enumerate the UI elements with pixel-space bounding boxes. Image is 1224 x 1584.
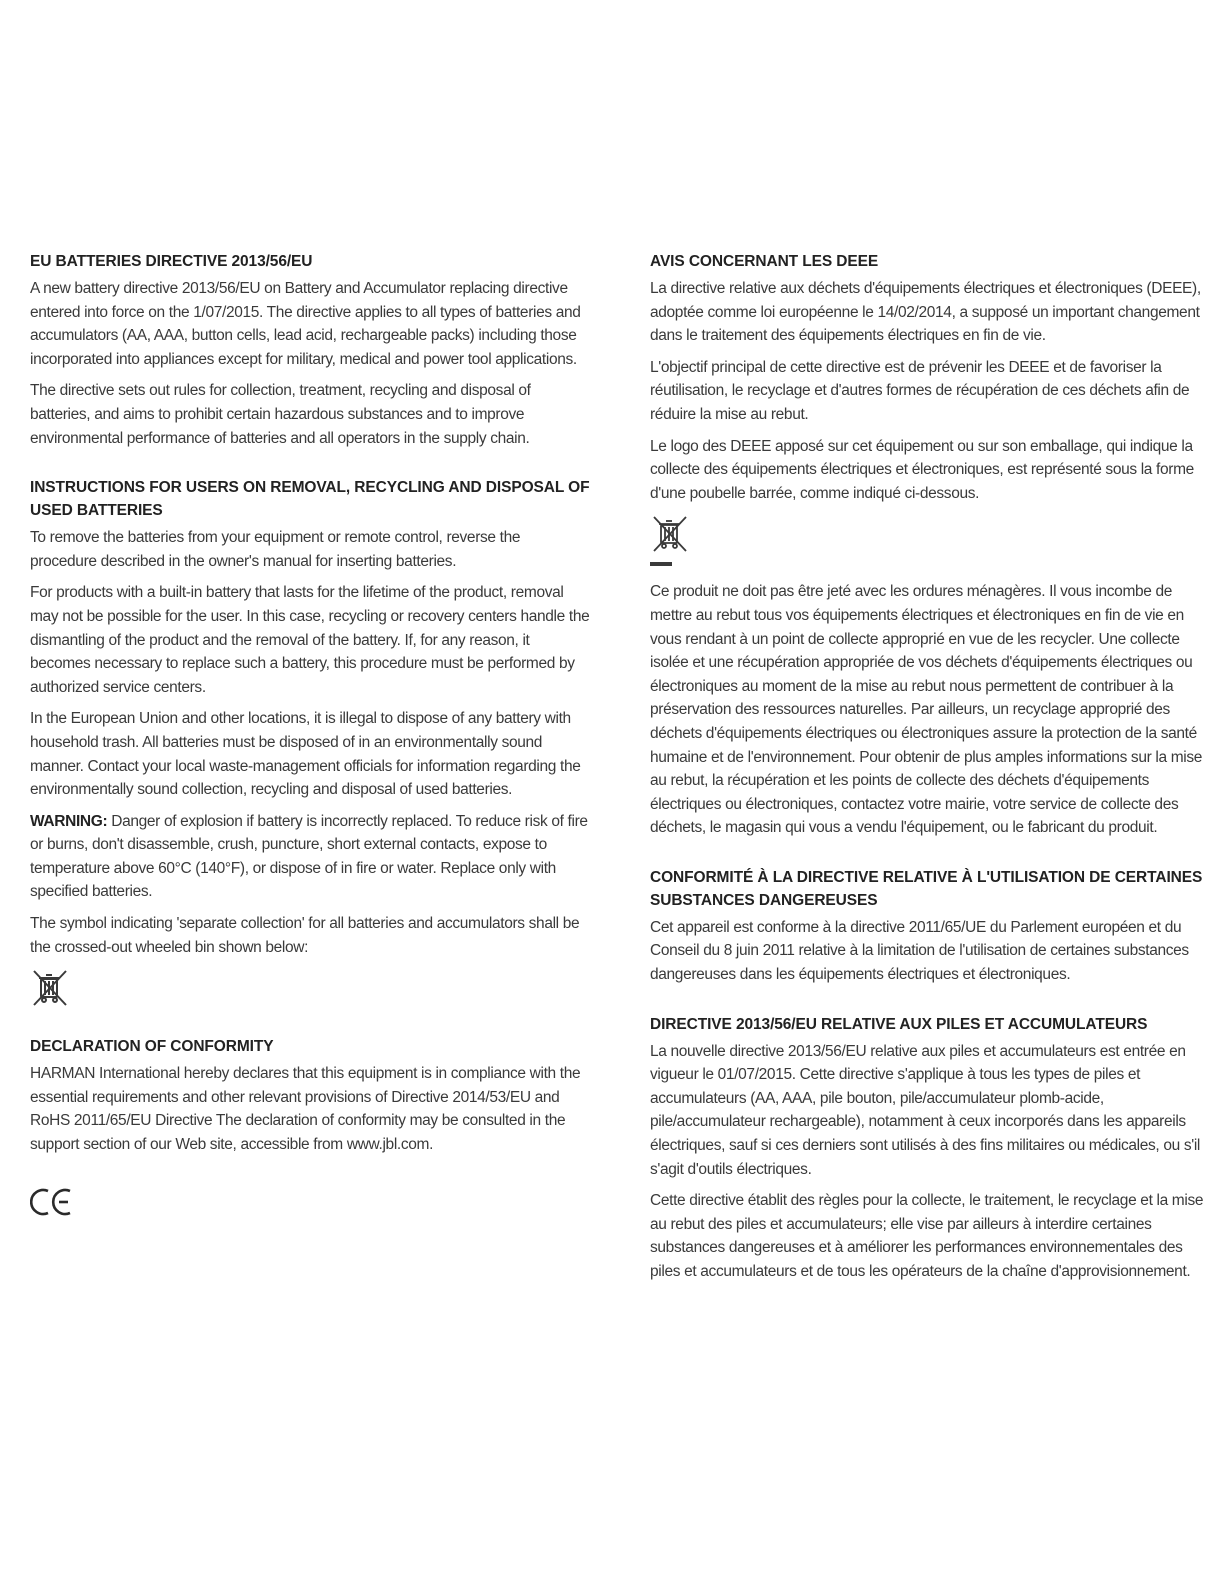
instructions-paragraph-1: To remove the batteries from your equipment or remote control, reverse the procedure described in the owner's manual for inserting batteries.: [30, 529, 521, 570]
instructions-paragraph-2: For products with a built-in battery that lasts for the lifetime of the product, removal may not be possible for the user. In this case, recycling or recovery centers handle the dismantling of the product and the removal of the battery. If, for any reason, it becomes necessary to replace such a battery, this procedure must be performed by authorized service centers.: [30, 584, 590, 696]
eu-batteries-section: [30, 250, 590, 450]
instructions-paragraph-5: The symbol indicating 'separate collection' for all batteries and accumulators shall be the crossed-out wheeled bin shown below:: [30, 915, 580, 956]
crossed-out-bin-icon: [30, 967, 70, 1007]
eu-batteries-paragraph-2: The directive sets out rules for collection, treatment, recycling and disposal of batteries, and aims to prohibit certain hazardous substances and to improve environmental performance of batteries and all operators in the supply chain.: [30, 382, 531, 447]
deee-paragraph-3: Le logo des DEEE apposé sur cet équipement ou sur son emballage, qui indique la collecte des équipements électriques et électroniques, est représenté sous la forme d'une poubelle barrée, comme indiqué ci-dessous.: [650, 437, 1194, 502]
piles-paragraph-2: Cette directive établit des règles pour la collecte, le traitement, le recyclage et la mise au rebut des piles et accumulateurs; elle vise par ailleurs à interdire certaines substances dangereuses et à améliorer les performances environnementales des piles et accumulateurs et de tous les opérateurs de la chaîne d'approvisionnement.: [650, 1192, 1204, 1280]
instructions-heading: INSTRUCTIONS FOR USERS ON REMOVAL, RECYCLING AND DISPOSAL OF USED BATTERIES: [30, 479, 590, 520]
left-column: [30, 250, 590, 1217]
conformite-paragraph: Cet appareil est conforme à la directive 2011/65/UE du Parlement européen et du Conseil du 8 juin 2011 relative à la limitation de l'utilisation de certaines substances dangereuses dans les équipements électriques et électroniques.: [650, 918, 1189, 984]
instructions-paragraph-3: In the European Union and other locations, it is illegal to dispose of any battery with household trash. All batteries must be disposed of in an environmentally sound manner. Contact your local waste-management officials for information regarding the environmentally sound collection, recycling and disposal of used batteries.: [30, 710, 581, 799]
deee-paragraph-4: Ce produit ne doit pas être jeté avec les ordures ménagères. Il vous incombe de mettre au rebut tous vos équipements électriques et électroniques en fin de vie en vous rendant à un point de collecte approprié en vue de les recycler. Une collecte isolée et une récupération appropriée de vos déchets d'équipements électriques ou électroniques au moment de la mise au rebut nous permettent de contribuer à la préservation des ressources naturelles. Par ailleurs, un recyclage approprié des déchets d'équipements électriques ou électroniques assure la protection de la santé humaine et de l'environnement. Pour obtenir de plus amples informations sur la mise au rebut, la récupération et les points de collecte des déchets d'équipements électriques ou électroniques, contactez votre mairie, votre service de collecte des déchets, le magasin qui vous a vendu l'équipement, ou le fabricant du produit.: [650, 583, 1203, 837]
weee-bar: [650, 562, 672, 566]
warning-text: Danger of explosion if battery is incorrectly replaced. To reduce risk of fire or burns, don't disassemble, crush, puncture, short external contacts, expose to temperature above 60°C (140°F), or dispose of in fire or water. Replace only with specified batteries.: [30, 812, 588, 901]
deee-section: [650, 250, 1208, 840]
right-column: [650, 250, 1208, 1292]
declaration-section: [30, 1035, 590, 1156]
declaration-heading: DECLARATION OF CONFORMITY: [30, 1038, 274, 1056]
conformite-section: [650, 866, 1208, 987]
piles-heading: DIRECTIVE 2013/56/EU RELATIVE AUX PILES ET ACCUMULATEURS: [650, 1015, 1148, 1033]
deee-paragraph-2: L'objectif principal de cette directive est de prévenir les DEEE et de favoriser la réutilisation, le recyclage et d'autres formes de récupération de ces déchets afin de réduire la mise au rebut.: [650, 358, 1190, 423]
eu-batteries-paragraph-1: A new battery directive 2013/56/EU on Battery and Accumulator replacing directive entered into force on the 1/07/2015. The directive applies to all types of batteries and accumulators (AA, AAA, button cells, lead acid, rechargeable packs) including those incorporated into appliances except for military, medical and power tool applications.: [30, 280, 581, 368]
warning-paragraph: [30, 810, 590, 904]
warning-label: WARNING:: [30, 812, 108, 830]
deee-heading: AVIS CONCERNANT LES DEEE: [650, 253, 879, 270]
crossed-out-bin-icon: [650, 513, 690, 555]
deee-paragraph-1: La directive relative aux déchets d'équipements électriques et électroniques (DEEE), adoptée comme loi européenne le 14/02/2014, a supposé un important changement dans le traitement des équipements électriques en fin de vie.: [650, 280, 1201, 345]
conformite-heading: CONFORMITÉ À LA DIRECTIVE RELATIVE À L'UTILISATION DE CERTAINES SUBSTANCES DANGEREUSES: [650, 868, 1203, 909]
piles-paragraph-1: La nouvelle directive 2013/56/EU relative aux piles et accumulateurs est entrée en vigueur le 01/07/2015. Cette directive s'applique à tous les types de piles et accumulateurs (AA, AAA, pile bouton, pile/accumulateur plomb-acide, pile/accumulateur rechargeable), notamment à ceux incorporés dans les appareils électriques, sauf si ces derniers sont utilisés à des fins militaires ou médicales, ou s'il s'agit d'outils électriques.: [650, 1042, 1201, 1178]
weee-symbol: [650, 513, 1208, 566]
declaration-paragraph: HARMAN International hereby declares that this equipment is in compliance with the essential requirements and other relevant provisions of Directive 2014/53/EU and RoHS 2011/65/EU Directive The declaration of conformity may be consulted in the support section of our Web site, accessible from www.jbl.com.: [30, 1065, 581, 1154]
eu-batteries-heading: EU BATTERIES DIRECTIVE 2013/56/EU: [30, 253, 313, 270]
piles-section: [650, 1013, 1208, 1284]
instructions-section: [30, 476, 590, 1007]
ce-mark-logo: [30, 1187, 76, 1217]
